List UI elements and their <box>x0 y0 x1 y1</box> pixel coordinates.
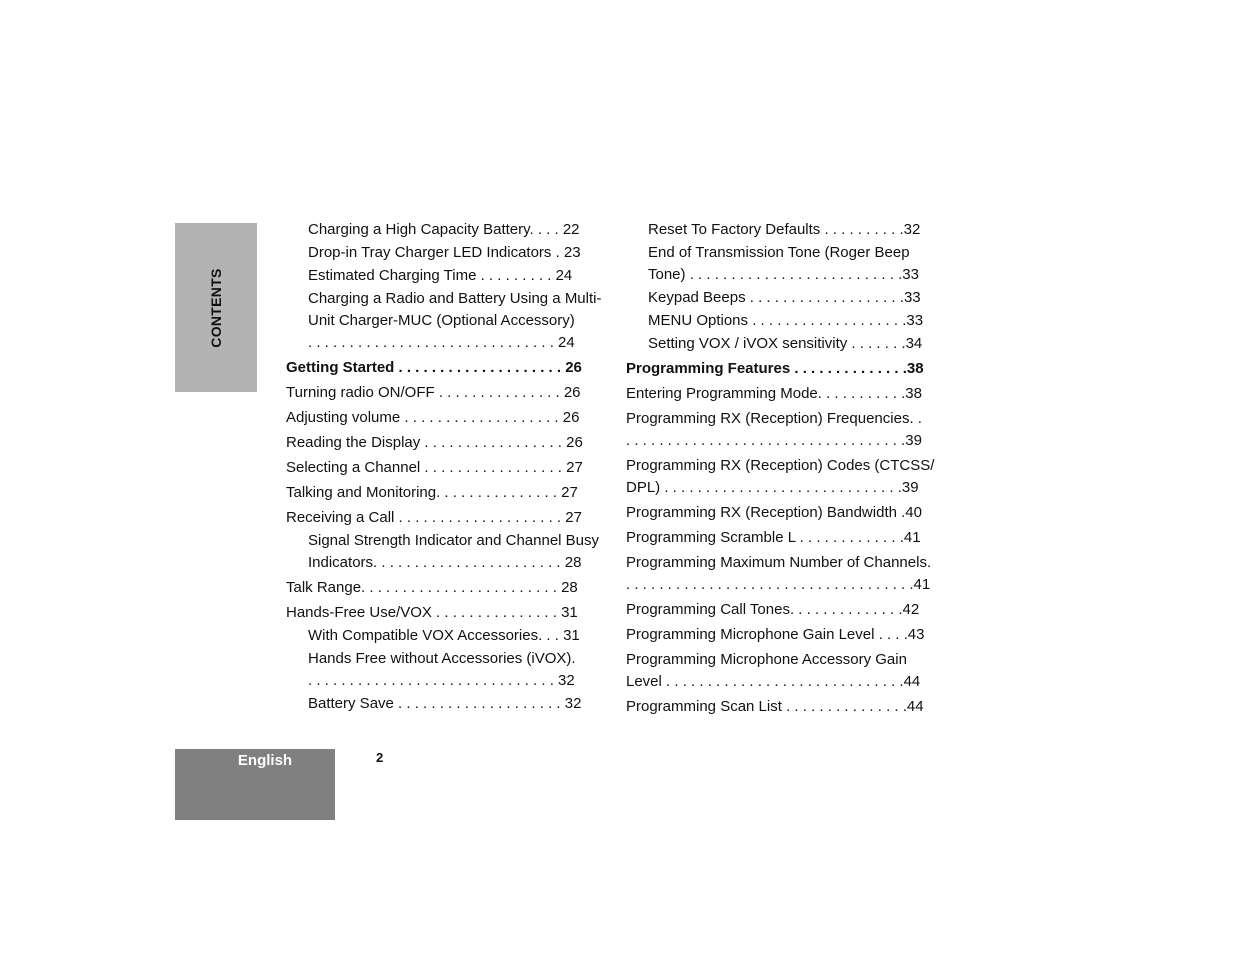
toc-entry-line: Programming Microphone Gain Level . . . .43 <box>626 626 925 643</box>
toc-column-right <box>626 218 938 718</box>
toc-entry[interactable] <box>626 455 938 499</box>
toc-entry-line: Getting Started . . . . . . . . . . . . . . . . . . . . 26 <box>286 359 582 376</box>
toc-entry-line: Programming Scan List . . . . . . . . . . . . . . .44 <box>626 698 924 715</box>
toc-entry[interactable] <box>626 287 938 309</box>
toc-entry[interactable] <box>626 552 938 596</box>
toc-entry[interactable] <box>626 624 938 646</box>
toc-entry-line: Programming RX (Reception) Bandwidth .40 <box>626 504 922 521</box>
toc-entry-line: Programming Microphone Accessory Gain <box>626 651 907 668</box>
toc-entry-line: Unit Charger-MUC (Optional Accessory) <box>308 312 575 329</box>
toc-entry[interactable] <box>286 432 598 454</box>
toc-entry-line: Setting VOX / iVOX sensitivity . . . . . . .34 <box>648 335 923 352</box>
toc-entry[interactable] <box>286 507 598 529</box>
toc-entry-line: Selecting a Channel . . . . . . . . . . . . . . . . . 27 <box>286 459 583 476</box>
toc-entry[interactable] <box>286 457 598 479</box>
toc-entry-line: Programming RX (Reception) Codes (CTCSS/ <box>626 457 935 474</box>
toc-entry-line: Entering Programming Mode. . . . . . . . . . .38 <box>626 385 922 402</box>
toc-entry-line: Hands-Free Use/VOX . . . . . . . . . . . . . . . 31 <box>286 604 578 621</box>
toc-entry-line: Hands Free without Accessories (iVOX). <box>308 650 576 667</box>
toc-entry-line: Talking and Monitoring. . . . . . . . . . . . . . . 27 <box>286 484 578 501</box>
toc-entry-line: Drop-in Tray Charger LED Indicators . 23 <box>308 244 581 261</box>
toc-entry[interactable] <box>286 530 598 574</box>
toc-entry[interactable] <box>286 482 598 504</box>
toc-entry-line: Talk Range. . . . . . . . . . . . . . . . . . . . . . . . 28 <box>286 579 578 596</box>
toc-entry-line: Programming Maximum Number of Channels. <box>626 554 932 571</box>
toc-entry[interactable] <box>626 219 938 241</box>
page-number: 2 <box>376 750 384 765</box>
toc-entry-line: Level . . . . . . . . . . . . . . . . . . . . . . . . . . . . .44 <box>626 673 921 690</box>
toc-entry[interactable] <box>626 502 938 524</box>
toc-entry[interactable] <box>286 648 598 692</box>
toc-entry[interactable] <box>286 602 598 624</box>
toc-entry-line: Indicators. . . . . . . . . . . . . . . . . . . . . . . 28 <box>308 554 582 571</box>
toc-entry[interactable] <box>286 625 598 647</box>
toc-entry[interactable] <box>286 382 598 404</box>
toc-entry-line: . . . . . . . . . . . . . . . . . . . . . . . . . . . . . . . . . . .41 <box>626 576 931 593</box>
toc-entry[interactable] <box>286 219 598 241</box>
toc-entry-line: Turning radio ON/OFF . . . . . . . . . . . . . . . 26 <box>286 384 581 401</box>
toc-column-left <box>286 218 602 715</box>
toc-entry[interactable] <box>626 696 938 718</box>
toc-entry-line: With Compatible VOX Accessories. . . 31 <box>308 627 580 644</box>
toc-entry-line: Receiving a Call . . . . . . . . . . . . . . . . . . . . 27 <box>286 509 582 526</box>
language-label: English <box>237 752 293 769</box>
toc-entry[interactable] <box>286 693 598 715</box>
toc-entry-line: Battery Save . . . . . . . . . . . . . . . . . . . . 32 <box>308 695 582 712</box>
toc-entry[interactable] <box>626 310 938 332</box>
toc-entry[interactable] <box>626 383 938 405</box>
toc-entry[interactable] <box>286 265 598 287</box>
toc-entry[interactable] <box>626 599 938 621</box>
toc-entry[interactable] <box>626 649 938 693</box>
toc-entry[interactable] <box>626 408 938 452</box>
language-tab <box>175 749 335 820</box>
toc-entry-line: . . . . . . . . . . . . . . . . . . . . . . . . . . . . . . 32 <box>308 672 575 689</box>
toc-entry[interactable] <box>286 577 598 599</box>
toc-entry-line: Signal Strength Indicator and Channel Busy <box>308 532 600 549</box>
toc-entry-line: Reading the Display . . . . . . . . . . . . . . . . . 26 <box>286 434 583 451</box>
toc-entry-line: MENU Options . . . . . . . . . . . . . . . . . . .33 <box>648 312 924 329</box>
toc-entry[interactable] <box>626 242 938 286</box>
toc-entry-line: Programming Call Tones. . . . . . . . . . . . . .42 <box>626 601 920 618</box>
toc-entry-line: DPL) . . . . . . . . . . . . . . . . . . . . . . . . . . . . .39 <box>626 479 919 496</box>
toc-entry-line: . . . . . . . . . . . . . . . . . . . . . . . . . . . . . . 24 <box>308 334 575 351</box>
toc-entry-line: Reset To Factory Defaults . . . . . . . . . .32 <box>648 221 921 238</box>
contents-tab-label: CONTENTS <box>208 267 224 348</box>
toc-entry[interactable] <box>286 288 602 354</box>
toc-entry-line: Tone) . . . . . . . . . . . . . . . . . . . . . . . . . .33 <box>648 266 919 283</box>
toc-entry-line: Programming RX (Reception) Frequencies. . <box>626 410 922 427</box>
toc-entry-line: Programming Features . . . . . . . . . . . . . .38 <box>626 360 924 377</box>
toc-entry-line: Keypad Beeps . . . . . . . . . . . . . . . . . . .33 <box>648 289 921 306</box>
toc-entry[interactable] <box>286 357 598 379</box>
toc-entry[interactable] <box>286 407 598 429</box>
toc-entry-line: Estimated Charging Time . . . . . . . . . 24 <box>308 267 573 284</box>
toc-entry-line: Charging a High Capacity Battery. . . . 22 <box>308 221 580 238</box>
toc-entry-line: End of Transmission Tone (Roger Beep <box>648 244 910 261</box>
toc-entry[interactable] <box>626 333 938 355</box>
toc-entry[interactable] <box>626 358 938 380</box>
toc-entry[interactable] <box>286 242 598 264</box>
toc-entry-line: . . . . . . . . . . . . . . . . . . . . . . . . . . . . . . . . . .39 <box>626 432 922 449</box>
toc-entry-line: Adjusting volume . . . . . . . . . . . . . . . . . . . 26 <box>286 409 580 426</box>
toc-entry[interactable] <box>626 527 938 549</box>
toc-entry-line: Charging a Radio and Battery Using a Multi- <box>308 290 602 307</box>
contents-tab <box>175 223 257 392</box>
toc-entry-line: Programming Scramble L . . . . . . . . . . . . .41 <box>626 529 921 546</box>
